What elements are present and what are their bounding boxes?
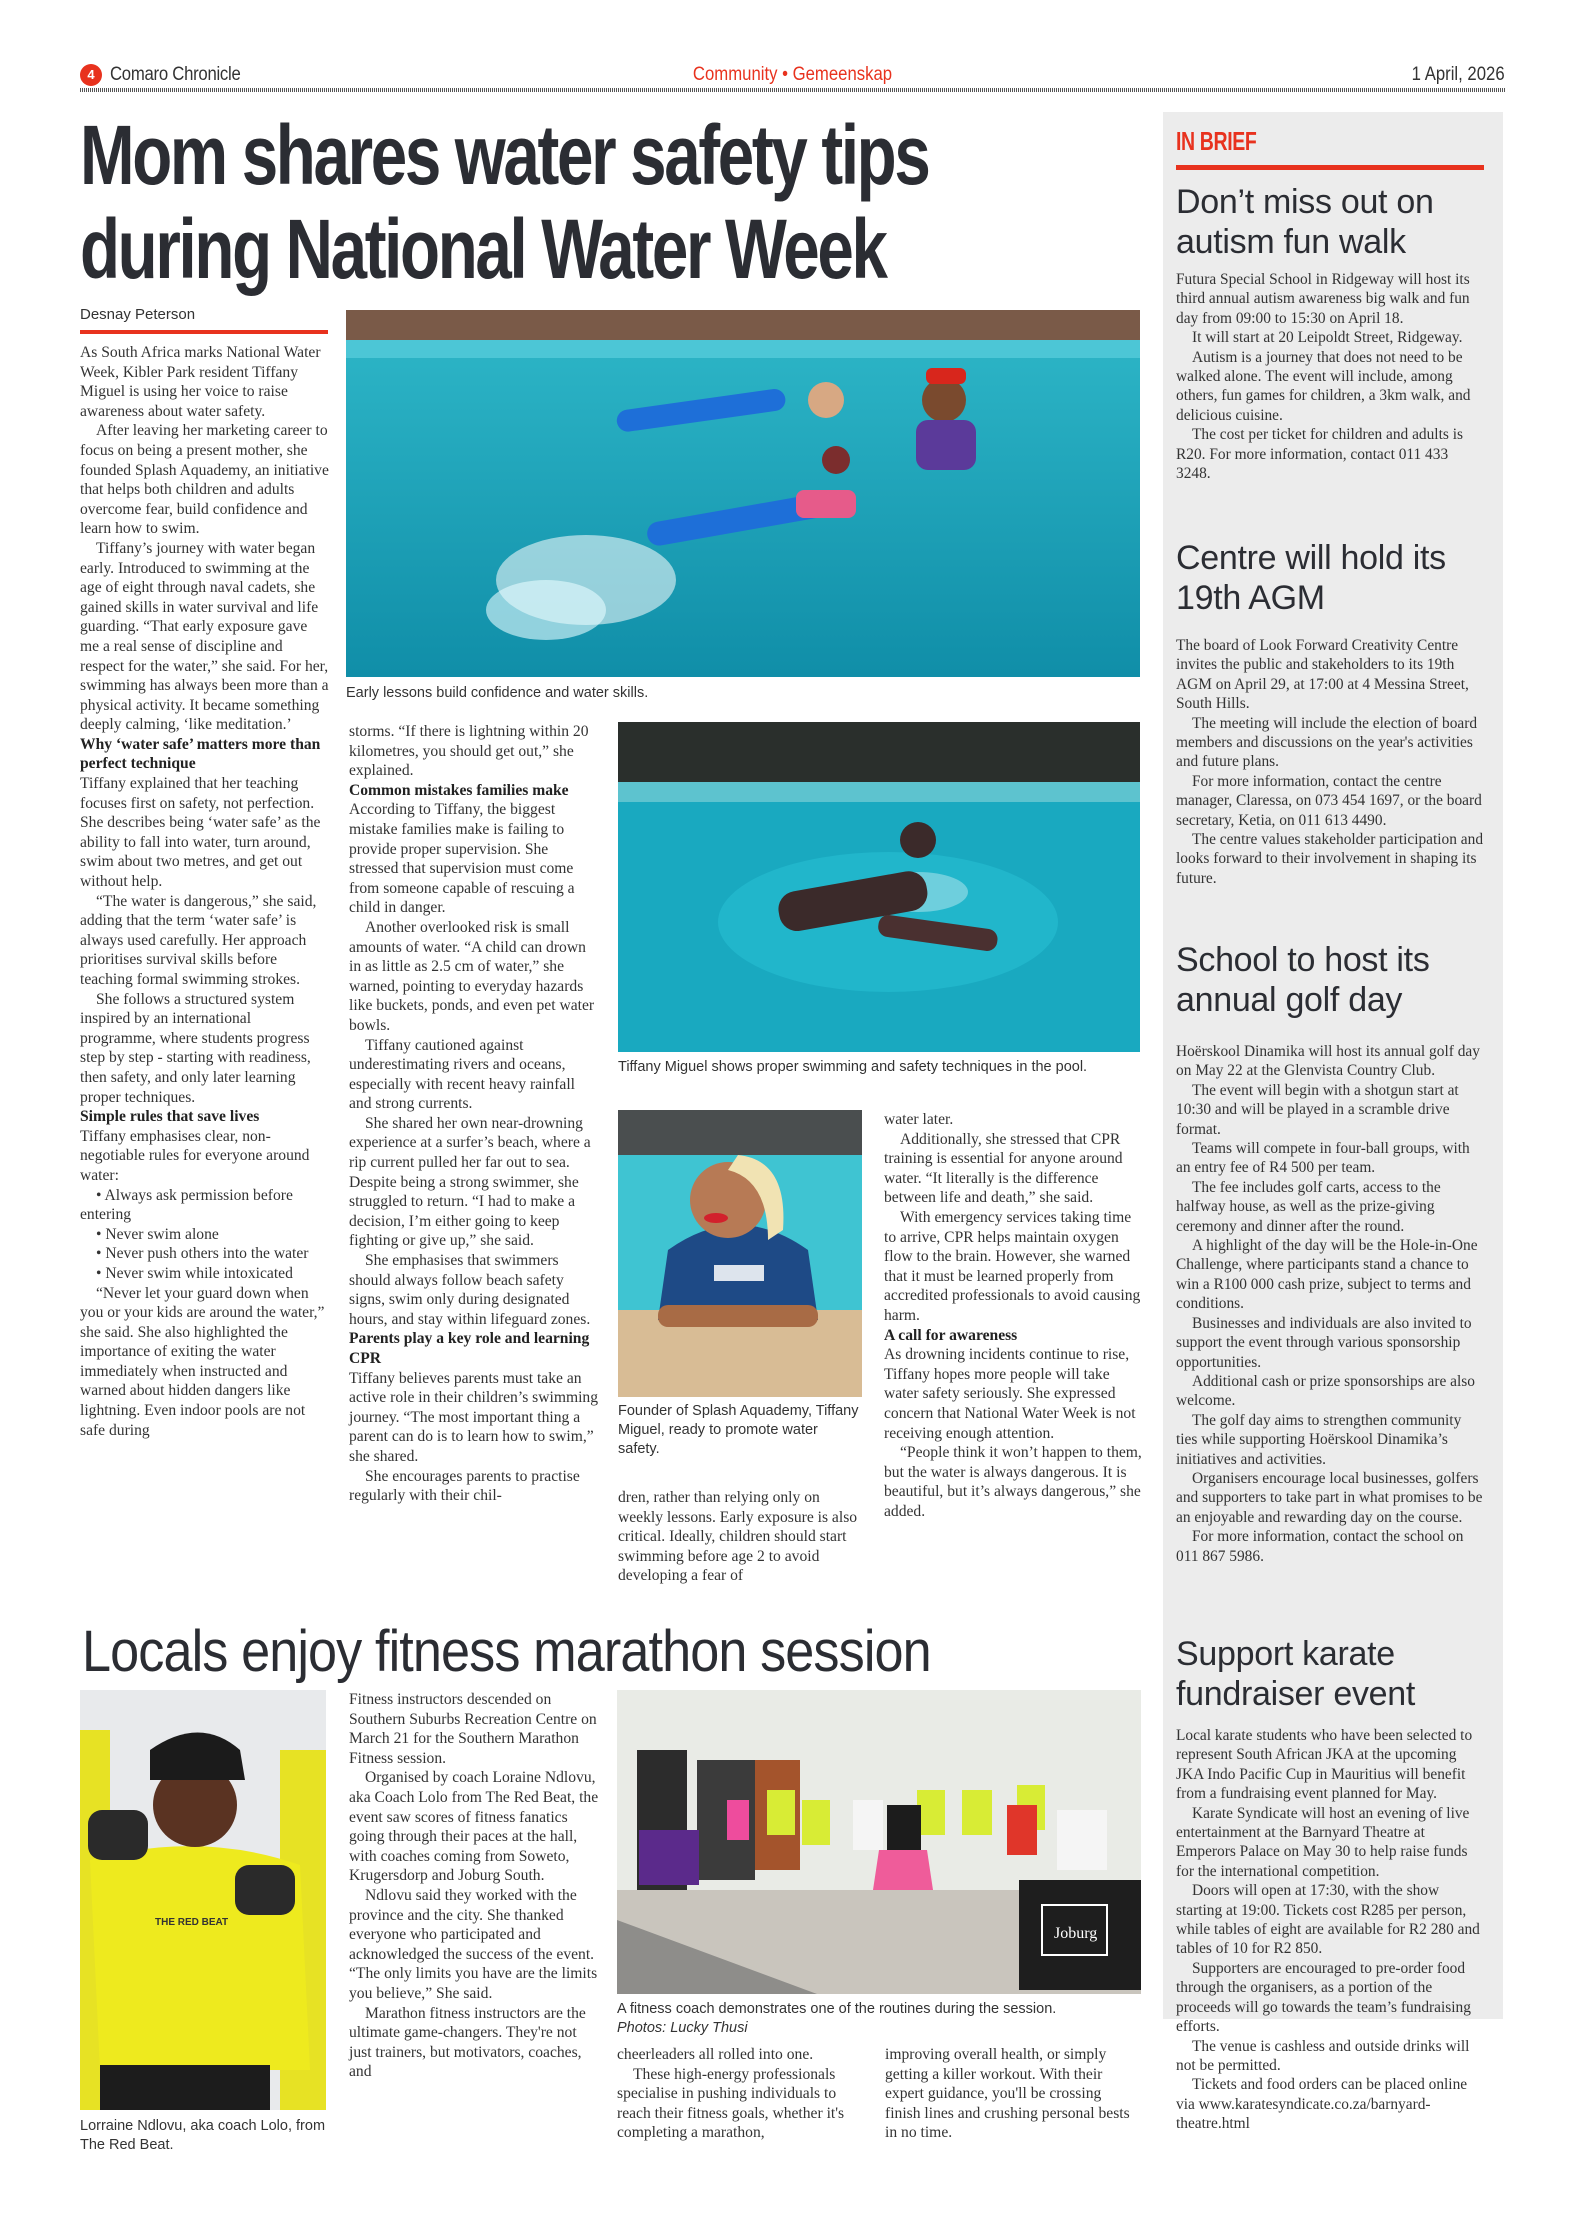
technique-photo	[618, 722, 1140, 1052]
masthead-rule	[80, 88, 1505, 92]
paragraph: For more information, contact the centre manager, Claressa, on 073 454 1697, or the board secretary, Ketia, on 011 613 4490.	[1176, 772, 1482, 829]
main-article-column-4	[884, 1110, 1142, 1521]
paragraph: improving overall health, or simply getting a killer workout. With their expert guidance, you'll be crossing finish lines and crushing personal bests in no time.	[885, 2046, 1130, 2142]
paragraph: With emergency services taking time to arrive, CPR helps maintain oxygen flow to the brain. However, she warned that it must be learned properly from accredited professionals to avoid causing harm.	[884, 1208, 1141, 1324]
paragraph: Businesses and individuals are also invited to support the event through various sponsorship opportunities.	[1176, 1314, 1472, 1371]
subheading: A call for awareness	[884, 1326, 1018, 1344]
brief-headline-karate: Support karate fundraiser event	[1176, 1635, 1416, 1713]
subheading: Parents play a key role and learning CPR	[349, 1330, 590, 1367]
headline-line-2: during National Water Week	[80, 202, 886, 296]
paragraph: The golf day aims to strengthen community ties while supporting Hoërskool Dinamika’s initiatives and activities.	[1176, 1411, 1462, 1468]
paragraph: Supporters are encouraged to pre-order food through the organisers, as a portion of the proceeds will go towards the team’s fundraising efforts.	[1176, 1959, 1471, 2036]
paragraph: cheerleaders all rolled into one.	[617, 2046, 814, 2063]
paragraph: • Never swim while intoxicated	[96, 1264, 293, 1282]
paragraph: Karate Syndicate will host an evening of live entertainment at the Barnyard Theatre at Emperors Palace on May 30 to help raise funds for the international competition.	[1176, 1804, 1470, 1880]
paragraph: storms. “If there is lightning within 20 kilometres, you should get out,” she explained.	[349, 723, 589, 780]
fitness-column-3	[885, 2045, 1140, 2143]
fitness-column-1	[349, 1690, 599, 2082]
brief-body-golf	[1176, 1042, 1486, 1566]
paragraph: Local karate students who have been selected to represent South African JKA at the upcoming JKA Indo Pacific Cup in Mauritius will benefit from a fundraising event planned for May.	[1176, 1727, 1473, 1803]
coach-image	[80, 1690, 326, 2110]
routine-photo	[617, 1690, 1141, 1994]
subheading: Simple rules that save lives	[80, 1108, 260, 1126]
paragraph: Organised by coach Loraine Ndlovu, aka Coach Lolo from The Red Beat, the event saw scores of fitness fanatics going through their paces at the hall, with coaches coming from Soweto, Krugersdorp and Joburg South.	[349, 1769, 599, 1885]
in-brief-label: IN BRIEF	[1176, 126, 1257, 156]
paragraph: Organisers encourage local businesses, golfers and supporters to take part in what promises to be an enjoyable and rewarding day on the course.	[1176, 1469, 1483, 1526]
paragraph: A highlight of the day will be the Hole-in-One Challenge, where participants stand a chance to win a R100 000 cash prize, subject to terms and conditions.	[1176, 1237, 1478, 1313]
paragraph: Tiffany’s journey with water began early. Introduced to swimming at the age of eight through naval cadets, she gained skills in water survival and life guarding. “That early exposure gave me a real sense of discipline and respect for the water,” she said. For her, swimming has always been more than a physical activity. It became something deeply calming, ‘like meditation.’	[80, 539, 329, 734]
publication-name: Comaro Chronicle	[110, 64, 241, 85]
fitness-column-2	[617, 2045, 867, 2143]
brief-headline-golf: School to host its annual golf day	[1176, 941, 1430, 1019]
byline: Desnay Peterson	[80, 306, 196, 323]
paragraph: Additional cash or prize sponsorships are also welcome.	[1176, 1372, 1475, 1410]
paragraph: She emphasises that swimmers should always follow beach safety signs, swim only during designated hours, and stay within lifeguard zones.	[349, 1252, 591, 1328]
paragraph: Hoërskool Dinamika will host its annual golf day on May 22 at the Glenvista Country Club.	[1176, 1043, 1480, 1080]
paragraph: Additionally, she stressed that CPR training is essential for anyone around water. “It literally is the difference between life and death,” she said.	[884, 1130, 1123, 1207]
paragraph: “The water is dangerous,” she said, adding that the term ‘water safe’ is always used carefully. Her approach prioritises survival skills before teaching formal swimming strokes.	[80, 892, 317, 988]
paragraph: The board of Look Forward Creativity Centre invites the public and stakeholders to its 19th AGM on April 29, at 17:00 at 4 Messina Street, South Hills.	[1176, 637, 1469, 713]
founder-image	[618, 1110, 862, 1397]
brief-body-agm	[1176, 636, 1486, 888]
paragraph: • Never swim alone	[96, 1225, 219, 1243]
founder-caption: Founder of Splash Aquademy, Tiffany Miguel, ready to promote water safety.	[618, 1403, 859, 1457]
headline-line-1: Mom shares water safety tips	[80, 108, 929, 202]
paragraph: She shared her own near-drowning experience at a surfer’s beach, where a rip current pulled her far out to sea. Despite being a strong swimmer, she struggled to return. “I had to make a decision, I’m either going to keep fighting or give up,” she said.	[349, 1114, 591, 1250]
fitness-headline: Locals enjoy fitness marathon session	[82, 1619, 931, 1684]
section-name: Community • Gemeenskap	[692, 64, 893, 85]
paragraph: “People think it won’t happen to them, but the water is always dangerous. It is beautiful, but it’s always dangerous,” she added.	[884, 1444, 1142, 1520]
founder-photo	[618, 1110, 862, 1397]
paragraph: Marathon fitness instructors are the ultimate game-changers. They're not just trainers, but motivators, coaches, and	[349, 2004, 586, 2081]
paragraph: Tiffany believes parents must take an active role in their children’s swimming journey. “The most important thing a parent can do is to learn how to swim,” she shared.	[349, 1369, 599, 1465]
byline-rule	[80, 330, 328, 334]
pool-lesson-caption: Early lessons build confidence and water skills.	[346, 685, 649, 701]
main-headline	[80, 108, 1172, 296]
technique-caption: Tiffany Miguel shows proper swimming and safety techniques in the pool.	[618, 1059, 1088, 1075]
photo-credit: Photos: Lucky Thusi	[617, 2020, 748, 2036]
paragraph: Teams will compete in four-ball groups, with an entry fee of R4 500 per team.	[1176, 1140, 1470, 1177]
main-article-column-2	[349, 722, 599, 1506]
paragraph: The meeting will include the election of board members and discussions on the year's activities and future plans.	[1176, 714, 1478, 771]
paragraph: After leaving her marketing career to focus on being a present mother, she founded Splash Aquademy, an initiative that helps both children and adults overcome fear, build confidence and learn how to swim.	[80, 422, 329, 538]
paragraph: Ndlovu said they worked with the province and the city. She thanked everyone who participated and acknowledged the success of the event. “The only limits you have are the limits you believe,” She said.	[349, 1886, 598, 2002]
paragraph: Futura Special School in Ridgeway will host its third annual autism awareness big walk and fun day from 09:00 to 15:30 on April 18.	[1176, 271, 1470, 327]
pool-lesson-photo	[346, 310, 1140, 677]
paragraph: She encourages parents to practise regularly with their chil-	[349, 1467, 580, 1505]
routine-caption	[617, 2000, 1157, 2038]
coach-photo	[80, 1690, 326, 2110]
brief-body-karate	[1176, 1726, 1486, 2134]
paragraph: As South Africa marks National Water Week, Kibler Park resident Tiffany Miguel is using her voice to raise awareness about water safety.	[80, 344, 321, 420]
main-article-column-3	[618, 1488, 868, 1586]
pool-lesson-image	[346, 310, 1140, 677]
technique-image	[618, 722, 1140, 1052]
joburg-banner-text: Joburg	[1054, 1925, 1098, 1942]
paragraph: • Never push others into the water	[96, 1245, 309, 1263]
paragraph: Tiffany emphasises clear, non-negotiable rules for everyone around water:	[80, 1127, 310, 1184]
paragraph: It will start at 20 Leipoldt Street, Ridgeway.	[1192, 329, 1463, 347]
paragraph: She follows a structured system inspired by an international programme, where students progress step by step - starting with readiness, then safety, and only later learning proper techniques.	[80, 990, 311, 1106]
paragraph: The fee includes golf carts, access to the halfway house, as well as the prize-giving ceremony and dinner after the round.	[1176, 1178, 1441, 1235]
paragraph: The cost per ticket for children and adults is R20. For more information, contact 011 433 3248.	[1176, 426, 1463, 483]
paragraph: Another overlooked risk is small amounts of water. “A child can drown in as little as 2.5 cm of water,” she warned, pointing to everyday hazards like buckets, ponds, and even pet water bowls.	[349, 918, 595, 1034]
brief-headline-agm: Centre will hold its 19th AGM	[1176, 539, 1446, 617]
main-article-column-1	[80, 343, 330, 1440]
paragraph: dren, rather than relying only on weekly lessons. Early exposure is also critical. Ideally, children should start swimming before age 2 to avoid developing a fear of	[618, 1489, 858, 1585]
routine-image	[617, 1690, 1141, 1994]
page-number-badge: 4	[80, 64, 102, 86]
in-brief-rule	[1176, 165, 1484, 170]
paragraph: Fitness instructors descended on Southern Suburbs Recreation Centre on March 21 for the Southern Marathon Fitness session.	[349, 1691, 597, 1767]
paragraph: Tiffany explained that her teaching focuses first on safety, not perfection. She describes being ‘water safe’ as the ability to fall into water, turn around, swim about two metres, and get out without help.	[80, 775, 321, 891]
paragraph: Tiffany cautioned against underestimating rivers and oceans, especially with recent heavy rainfall and strong currents.	[349, 1036, 576, 1113]
paragraph: Autism is a journey that does not need to be walked alone. The event will include, among others, fun games for children, a 3km walk, and delicious cuisine.	[1176, 348, 1471, 424]
paragraph: The centre values stakeholder participation and looks forward to their involvement in shaping its future.	[1176, 831, 1484, 887]
masthead	[80, 62, 1505, 92]
paragraph: Doors will open at 17:30, with the show starting at 19:00. Tickets cost R285 per person, while tables of eight are available for R2 280 and tables of 10 for R2 850.	[1176, 1882, 1480, 1958]
paragraph: As drowning incidents continue to rise, Tiffany hopes more people will take water safety seriously. She expressed concern that National Water Week is not receiving enough attention.	[884, 1346, 1136, 1442]
brief-headline-autism: Don’t miss out on autism fun walk	[1176, 183, 1434, 261]
paragraph: According to Tiffany, the biggest mistake families make is failing to provide proper supervision. She stressed that supervision must come from someone capable of rescuing a child in danger.	[349, 801, 575, 917]
in-brief-sidebar	[1163, 112, 1503, 2133]
shirt-text: THE RED BEAT	[155, 1917, 229, 1928]
paragraph: Tickets and food orders can be placed online via www.karatesyndicate.co.za/barnyard-theatre.html	[1176, 2076, 1468, 2133]
subheading: Common mistakes families make	[349, 781, 569, 799]
routine-caption-text: A fitness coach demonstrates one of the routines during the session.	[617, 2001, 1057, 2017]
paragraph: These high-energy professionals specialise in pushing individuals to reach their fitness goals, whether it's completing a marathon,	[617, 2065, 845, 2142]
issue-date: 1 April, 2026	[1412, 64, 1505, 85]
subheading: Why ‘water safe’ matters more than perfect technique	[80, 735, 321, 773]
paragraph: For more information, contact the school on 011 867 5986.	[1176, 1528, 1464, 1565]
paragraph: • Always ask permission before entering	[80, 1186, 293, 1224]
paragraph: The event will begin with a shotgun start at 10:30 and will be played in a scramble drive format.	[1176, 1081, 1459, 1138]
paragraph: “Never let your guard down when you or your kids are around the water,” she said. She also highlighted the importance of exiting the water immediately when instructed and warned about hidden dangers like lightning. Even indoor pools are not safe during	[80, 1284, 325, 1439]
brief-body-autism	[1176, 270, 1486, 483]
coach-caption: Lorraine Ndlovu, aka coach Lolo, from The Red Beat.	[80, 2118, 326, 2153]
paragraph: water later.	[884, 1111, 954, 1128]
paragraph: The venue is cashless and outside drinks will not be permitted.	[1176, 2037, 1470, 2074]
